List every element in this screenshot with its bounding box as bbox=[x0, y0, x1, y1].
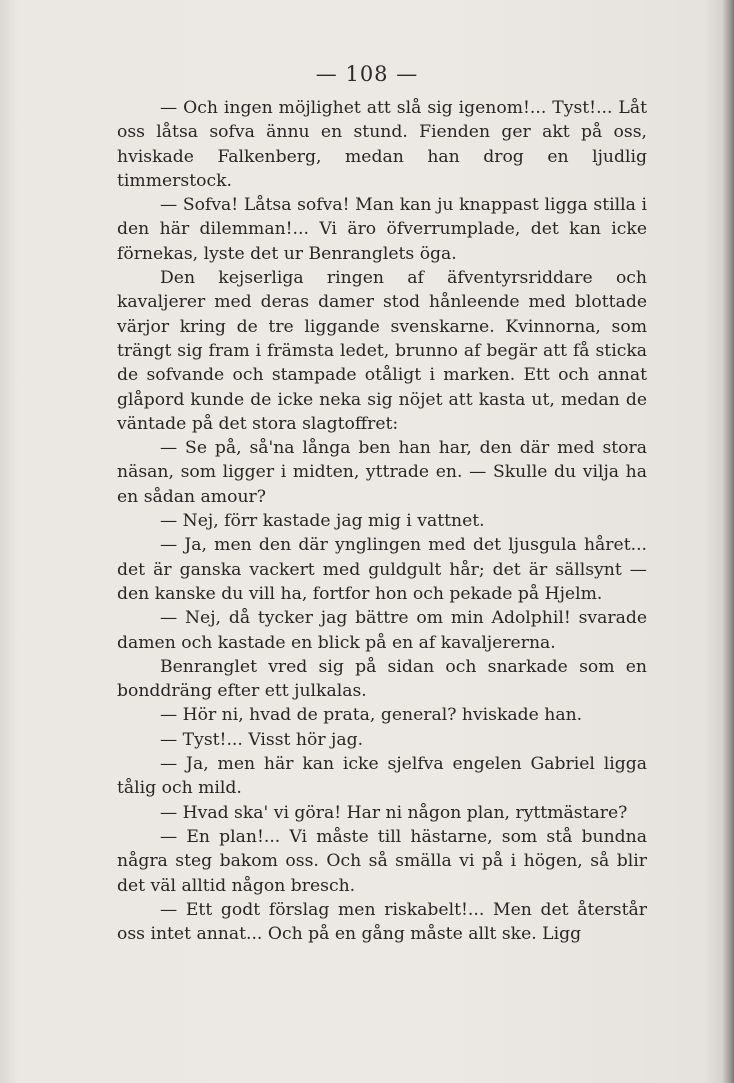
paragraph-9: — Hör ni, hvad de prata, general? hviskade han. bbox=[160, 705, 583, 726]
page-number: — 108 — bbox=[315, 62, 419, 86]
paragraph-7: — Nej, då tycker jag bättre om min Adolphil! svarade damen och kastade en blick på en af kavaljererna. bbox=[117, 608, 647, 653]
paragraph-10: — Tyst!... Visst hör jag. bbox=[160, 729, 364, 750]
paragraph-3: Den kejserliga ringen af äfventyrsriddare och kavaljerer med deras damer stod hånleende med blottade värjor kring de tre liggande svenskarne. Kvinnorna, som trängt sig fram i främsta ledet, brunno af begär att få sticka de sofvande och stampade otåligt i marken. Ett och annat glåpord kunde de icke neka sig nöjet att kasta ut, medan de väntade på det stora slagtoffret: bbox=[117, 268, 647, 434]
paragraph-12: — Hvad ska' vi göra! Har ni någon plan, ryttmästare? bbox=[160, 802, 628, 823]
paragraph-1: — Och ingen möjlighet att slå sig igenom!... Tyst!... Låt oss låtsa sofva ännu en stund. Fienden ger akt på oss, hviskade Falkenberg, medan han drog en ljudlig timmerstock. bbox=[117, 98, 647, 191]
body-text bbox=[117, 96, 647, 946]
paragraph-13: — En plan!... Vi måste till hästarne, som stå bundna några steg bakom oss. Och så smälla vi på i högen, så blir det väl alltid någon bresch. bbox=[117, 826, 647, 896]
page-gutter-shadow bbox=[722, 0, 734, 1083]
paragraph-2: — Sofva! Låtsa sofva! Man kan ju knappast ligga stilla i den här dilemman!... Vi äro öfverrumplade, det kan icke förnekas, lyste det ur Benranglets öga. bbox=[117, 195, 647, 264]
paragraph-11: — Ja, men här kan icke sjelfva engelen Gabriel ligga tålig och mild. bbox=[117, 754, 647, 799]
paragraph-14: — Ett godt förslag men riskabelt!... Men det återstår oss intet annat... Och på en gång måste allt ske. Ligg bbox=[117, 899, 647, 945]
paragraph-5: — Nej, förr kastade jag mig i vattnet. bbox=[160, 511, 485, 532]
paragraph-6: — Ja, men den där ynglingen med det ljusgula håret... det är ganska vackert med guldgult hår; det är sällsynt — den kanske du vill ha, fortfor hon och pekade på Hjelm. bbox=[117, 535, 647, 604]
paragraph-8: Benranglet vred sig på sidan och snarkade som en bonddräng efter ett julkalas. bbox=[117, 656, 647, 702]
paragraph-4: — Se på, så'na långa ben han har, den där med stora näsan, som ligger i midten, yttrade en. — Skulle du vilja ha en sådan amour? bbox=[117, 438, 647, 507]
